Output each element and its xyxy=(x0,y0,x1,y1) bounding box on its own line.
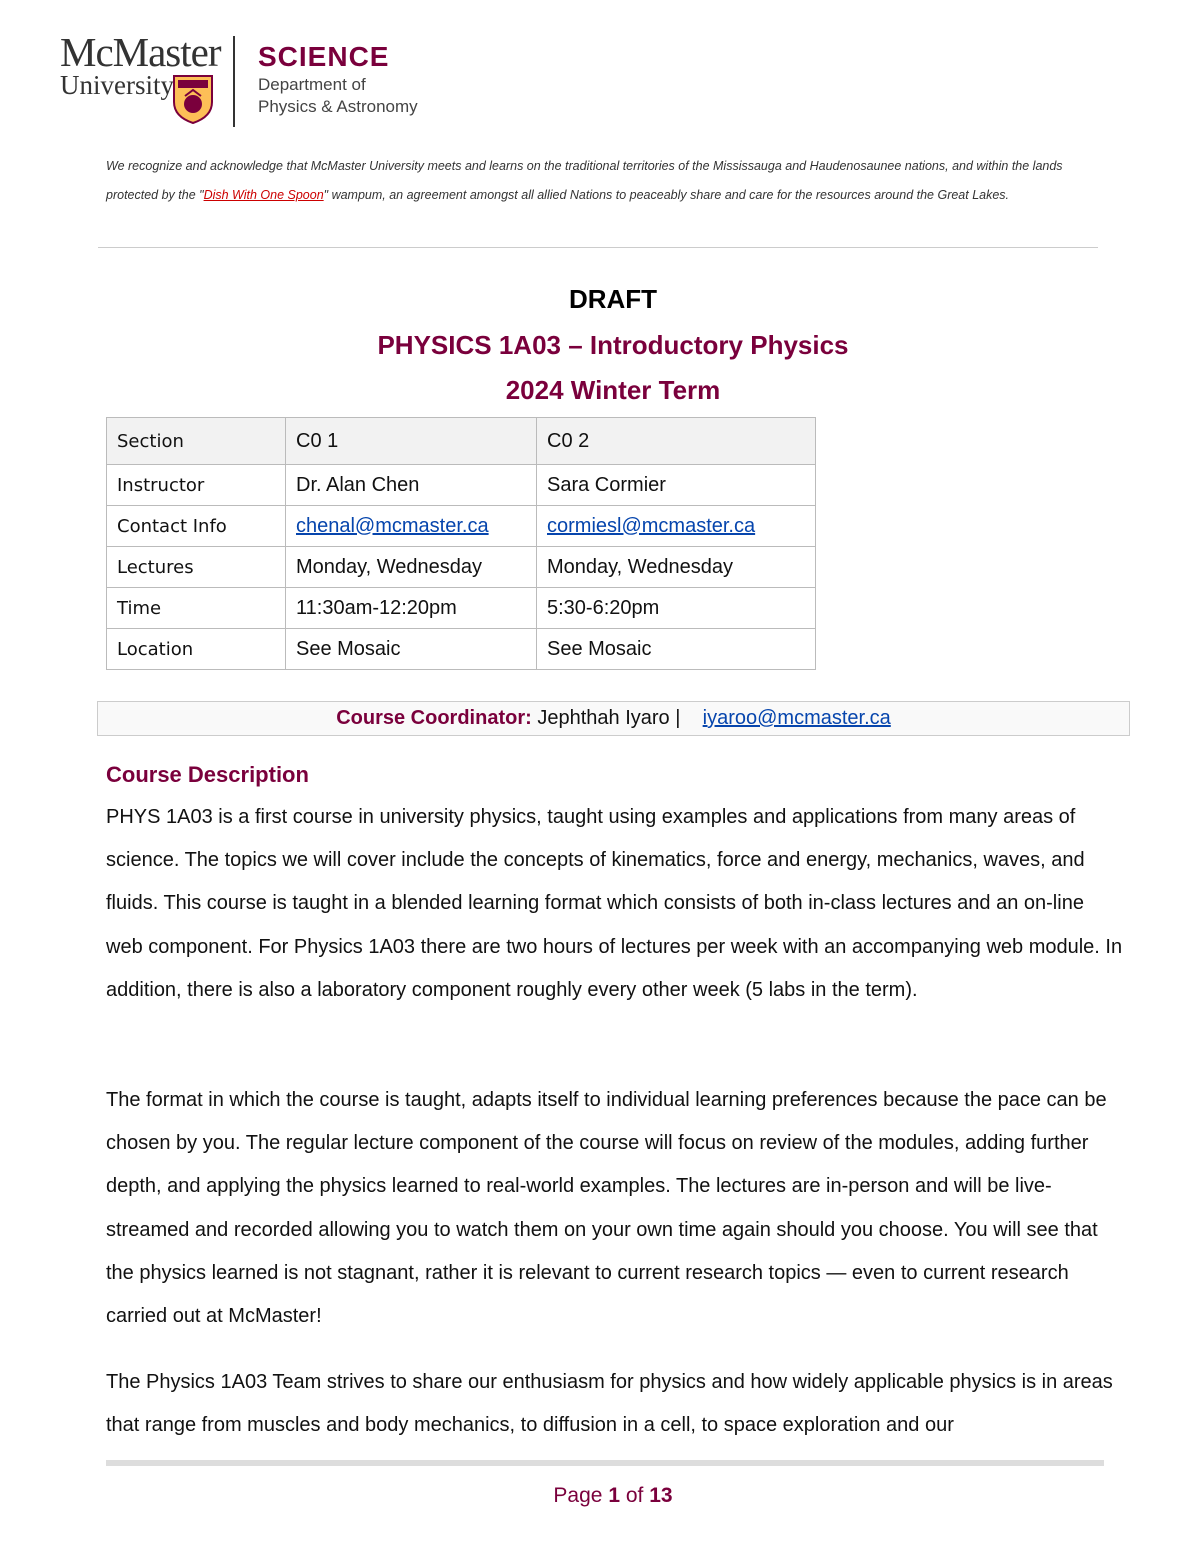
description-paragraph-1: PHYS 1A03 is a first course in university physics, taught using examples and applications from many areas of science. The topics we will cover include the concepts of kinematics, force and energy, mechanics, waves, and fluids. This course is taught in a blended learning format which consists of both in-class lectures and an on-line web component. For Physics 1A03 there are two hours of lectures per week with an accompanying web module. In addition, there is also a laboratory component roughly every other week (5 labs in the term). xyxy=(106,806,1123,1001)
table-cell: 5:30-6:20pm xyxy=(537,588,816,629)
coordinator-name: Jephthah Iyaro | xyxy=(531,707,681,729)
table-header-cell: C0 1 xyxy=(286,418,537,465)
coordinator-label: Course Coordinator: xyxy=(336,707,532,729)
table-row xyxy=(107,547,816,588)
header-divider xyxy=(98,247,1098,248)
table-cell: Monday, Wednesday xyxy=(537,547,816,588)
footer-divider xyxy=(106,1460,1104,1466)
department-line1: Department of xyxy=(258,75,366,94)
of-word: of xyxy=(625,1484,644,1507)
course-coordinator-bar xyxy=(97,701,1130,736)
instructor-email-link-c01[interactable]: chenal@mcmaster.ca xyxy=(296,514,489,537)
department-name xyxy=(258,74,418,118)
land-ack-text-2: " wampum, an agreement amongst all allied Nations to peaceably share and care for the resources around the Great Lakes. xyxy=(323,188,1010,202)
table-row xyxy=(107,588,816,629)
draft-label: DRAFT xyxy=(568,284,658,314)
instructor-email-link-c02[interactable]: cormiesl@mcmaster.ca xyxy=(547,514,756,537)
page-current: 1 xyxy=(608,1484,620,1507)
department-line2: Physics & Astronomy xyxy=(258,97,418,116)
row-label-time: Time xyxy=(107,588,286,629)
description-paragraph-3: The Physics 1A03 Team strives to share our enthusiasm for physics and how widely applicable physics is in areas that range from muscles and body mechanics, to diffusion in a cell, to space exploration and our xyxy=(106,1371,1113,1437)
row-label-contact: Contact Info xyxy=(107,506,286,547)
table-cell xyxy=(537,506,816,547)
table-row xyxy=(107,629,816,670)
course-description-heading: Course Description xyxy=(106,762,309,787)
course-term: 2024 Winter Term xyxy=(505,375,721,405)
table-cell: See Mosaic xyxy=(537,629,816,670)
university-name-line1: McMaster xyxy=(60,29,221,75)
table-cell xyxy=(286,506,537,547)
table-cell: Dr. Alan Chen xyxy=(286,465,537,506)
course-title: PHYSICS 1A03 – Introductory Physics xyxy=(377,330,849,360)
table-row xyxy=(107,465,816,506)
table-row xyxy=(107,506,816,547)
table-cell: Monday, Wednesday xyxy=(286,547,537,588)
table-cell: Sara Cormier xyxy=(537,465,816,506)
university-name-line2: University xyxy=(60,70,174,100)
page-word: Page xyxy=(553,1484,603,1507)
table-header-row xyxy=(107,418,816,465)
page-total: 13 xyxy=(649,1484,673,1507)
table-header-cell: C0 2 xyxy=(537,418,816,465)
coordinator-email-link[interactable]: iyaroo@mcmaster.ca xyxy=(702,707,891,729)
mcmaster-crest-icon xyxy=(172,74,214,124)
table-header-cell: Section xyxy=(107,418,286,465)
row-label-location: Location xyxy=(107,629,286,670)
description-paragraph-2: The format in which the course is taught, adapts itself to individual learning preferences because the pace can be chosen by you. The regular lecture component of the course will focus on review of the modules, adding further depth, and applying the physics learned to real-world examples. The lectures are in-person and will be live-streamed and recorded allowing you to watch them on your own time again should you choose. You will see that the physics learned is not stagnant, rather it is relevant to current research topics — even to current research carried out at McMaster! xyxy=(106,1089,1107,1328)
table-cell: See Mosaic xyxy=(286,629,537,670)
land-ack-text-1: We recognize and acknowledge that McMaster University meets and learns on the traditional territories of the Mississauga and Haudenosaunee nations, and within the lands protected by the " xyxy=(106,159,1063,202)
page-number xyxy=(0,1484,1200,1508)
dish-with-one-spoon-link[interactable]: Dish With One Spoon xyxy=(203,188,324,202)
faculty-name: SCIENCE xyxy=(258,41,390,72)
logo-divider xyxy=(233,36,235,127)
land-acknowledgement xyxy=(106,152,1106,210)
row-label-instructor: Instructor xyxy=(107,465,286,506)
row-label-lectures: Lectures xyxy=(107,547,286,588)
sections-table xyxy=(106,417,816,670)
table-cell: 11:30am-12:20pm xyxy=(286,588,537,629)
